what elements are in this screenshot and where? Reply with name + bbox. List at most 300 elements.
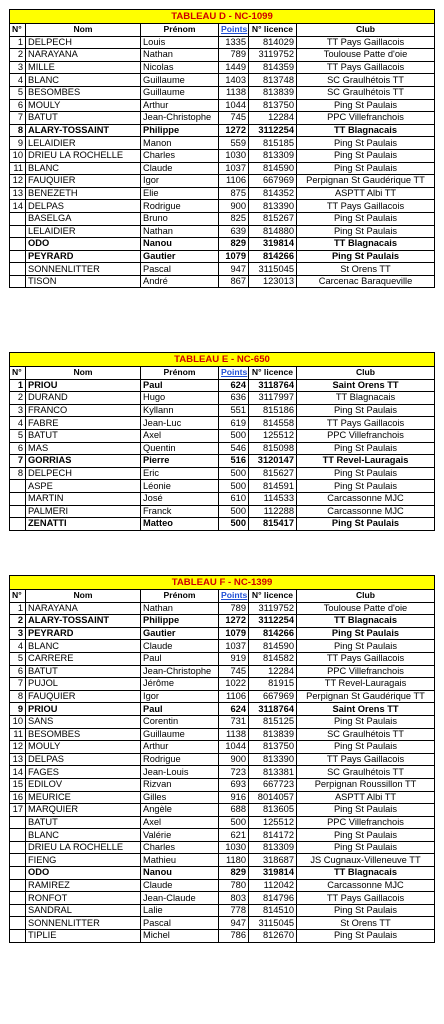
cell-licence: 3117997 <box>249 392 297 405</box>
cell-club: Toulouse Patte d'oie <box>297 49 435 62</box>
column-header-licence: N° licence <box>249 24 297 37</box>
cell-club: TT Pays Gaillacois <box>297 36 435 49</box>
cell-points: 1044 <box>219 99 249 112</box>
cell-points: 1030 <box>219 841 249 854</box>
cell-points: 1449 <box>219 61 249 74</box>
table-row <box>10 505 435 518</box>
table-row <box>10 49 435 62</box>
cell-club: Ping St Paulais <box>297 627 435 640</box>
cell-prenom: Guillaume <box>141 728 219 741</box>
cell-club: St Orens TT <box>297 263 435 276</box>
cell-licence: 318687 <box>249 854 297 867</box>
cell-number: 7 <box>10 112 26 125</box>
cell-nom: BATUT <box>26 112 141 125</box>
cell-number: 8 <box>10 124 26 137</box>
cell-nom: BASELGA <box>26 212 141 225</box>
cell-points: 780 <box>219 879 249 892</box>
table-row <box>10 829 435 842</box>
cell-nom: FAUQUIER <box>26 175 141 188</box>
cell-nom: MOULY <box>26 99 141 112</box>
cell-prenom: Guillaume <box>141 86 219 99</box>
table-row <box>10 200 435 213</box>
cell-number: 5 <box>10 429 26 442</box>
table-row <box>10 867 435 880</box>
cell-number <box>10 518 26 531</box>
cell-nom: BESOMBES <box>26 86 141 99</box>
table-row <box>10 766 435 779</box>
cell-prenom: Axel <box>141 429 219 442</box>
cell-points: 947 <box>219 263 249 276</box>
cell-licence: 815417 <box>249 518 297 531</box>
table-row <box>10 86 435 99</box>
cell-club: Ping St Paulais <box>297 518 435 531</box>
cell-club: Carcassonne MJC <box>297 505 435 518</box>
cell-nom: NARAYANA <box>26 49 141 62</box>
cell-licence: 814352 <box>249 187 297 200</box>
cell-prenom: Igor <box>141 175 219 188</box>
cell-number: 13 <box>10 753 26 766</box>
cell-points: 1106 <box>219 690 249 703</box>
cell-prenom: Pascal <box>141 917 219 930</box>
table-row <box>10 791 435 804</box>
cell-points: 875 <box>219 187 249 200</box>
cell-licence: 815267 <box>249 212 297 225</box>
cell-prenom: Matteo <box>141 518 219 531</box>
table-row <box>10 652 435 665</box>
cell-nom: NARAYANA <box>26 602 141 615</box>
cell-nom: PRIOU <box>26 703 141 716</box>
cell-nom: TISON <box>26 275 141 288</box>
cell-points: 829 <box>219 238 249 251</box>
cell-prenom: Corentin <box>141 715 219 728</box>
cell-licence: 12284 <box>249 665 297 678</box>
cell-number: 12 <box>10 741 26 754</box>
cell-club: TT Blagnacais <box>297 615 435 628</box>
cell-prenom: Louis <box>141 36 219 49</box>
column-header-nom: Nom <box>26 24 141 37</box>
cell-licence: 813839 <box>249 86 297 99</box>
cell-points: 610 <box>219 492 249 505</box>
cell-points: 1272 <box>219 615 249 628</box>
cell-club: TT Pays Gaillacois <box>297 61 435 74</box>
cell-nom: LELAIDIER <box>26 137 141 150</box>
cell-licence: 12284 <box>249 112 297 125</box>
cell-points: 900 <box>219 200 249 213</box>
cell-prenom: Pierre <box>141 455 219 468</box>
column-header-club: Club <box>297 24 435 37</box>
cell-nom: FRANCO <box>26 404 141 417</box>
cell-nom: BATUT <box>26 665 141 678</box>
cell-licence: 814796 <box>249 892 297 905</box>
table-row <box>10 379 435 392</box>
cell-licence: 3119752 <box>249 49 297 62</box>
column-header-nom: Nom <box>26 367 141 380</box>
table-row <box>10 187 435 200</box>
cell-nom: MEURICE <box>26 791 141 804</box>
column-header-prenom: Prénom <box>141 367 219 380</box>
cell-prenom: Mathieu <box>141 854 219 867</box>
cell-number: 3 <box>10 627 26 640</box>
cell-nom: DELPAS <box>26 200 141 213</box>
cell-nom: MARTIN <box>26 492 141 505</box>
cell-points: 1037 <box>219 640 249 653</box>
cell-club: Saint Orens TT <box>297 379 435 392</box>
cell-nom: BATUT <box>26 429 141 442</box>
cell-number: 12 <box>10 175 26 188</box>
cell-club: ASPTT Albi TT <box>297 187 435 200</box>
cell-points: 500 <box>219 518 249 531</box>
cell-number <box>10 480 26 493</box>
cell-points: 551 <box>219 404 249 417</box>
cell-prenom: Paul <box>141 652 219 665</box>
cell-nom: DRIEU LA ROCHELLE <box>26 841 141 854</box>
cell-club: Ping St Paulais <box>297 829 435 842</box>
table-row <box>10 518 435 531</box>
table-row <box>10 275 435 288</box>
cell-points: 900 <box>219 753 249 766</box>
cell-points: 1106 <box>219 175 249 188</box>
cell-number <box>10 263 26 276</box>
cell-club: Carcassonne MJC <box>297 879 435 892</box>
cell-prenom: Claude <box>141 640 219 653</box>
cell-club: Ping St Paulais <box>297 442 435 455</box>
cell-number: 6 <box>10 99 26 112</box>
cell-nom: EDILOV <box>26 778 141 791</box>
cell-prenom: Rodrigue <box>141 200 219 213</box>
column-header-points[interactable]: Points <box>219 367 249 380</box>
cell-number: 4 <box>10 640 26 653</box>
cell-nom: PEYRARD <box>26 627 141 640</box>
cell-club: PPC Villefranchois <box>297 429 435 442</box>
table-row <box>10 804 435 817</box>
cell-number: 2 <box>10 49 26 62</box>
cell-club: PPC Villefranchois <box>297 665 435 678</box>
cell-points: 919 <box>219 652 249 665</box>
cell-licence: 813309 <box>249 841 297 854</box>
table-row <box>10 741 435 754</box>
cell-points: 789 <box>219 602 249 615</box>
cell-club: Saint Orens TT <box>297 703 435 716</box>
cell-nom: RONFOT <box>26 892 141 905</box>
cell-club: SC Graulhétois TT <box>297 86 435 99</box>
cell-licence: 125512 <box>249 816 297 829</box>
cell-number: 6 <box>10 442 26 455</box>
cell-points: 947 <box>219 917 249 930</box>
column-header-nom: Nom <box>26 590 141 603</box>
cell-points: 693 <box>219 778 249 791</box>
cell-club: Ping St Paulais <box>297 467 435 480</box>
table-title: TABLEAU D - NC-1099 <box>10 10 435 24</box>
cell-nom: BENEZETH <box>26 187 141 200</box>
cell-prenom: Nathan <box>141 602 219 615</box>
cell-points: 624 <box>219 379 249 392</box>
cell-club: Ping St Paulais <box>297 640 435 653</box>
cell-prenom: Lalie <box>141 904 219 917</box>
cell-number <box>10 892 26 905</box>
cell-points: 619 <box>219 417 249 430</box>
cell-nom: MOULY <box>26 741 141 754</box>
cell-club: SC Graulhétois TT <box>297 728 435 741</box>
table-row <box>10 137 435 150</box>
cell-prenom: Charles <box>141 149 219 162</box>
cell-nom: PRIOU <box>26 379 141 392</box>
cell-club: Ping St Paulais <box>297 715 435 728</box>
cell-licence: 814266 <box>249 250 297 263</box>
table-row <box>10 36 435 49</box>
cell-prenom: Charles <box>141 841 219 854</box>
table-row <box>10 467 435 480</box>
cell-club: Ping St Paulais <box>297 137 435 150</box>
table-row <box>10 112 435 125</box>
cell-licence: 813605 <box>249 804 297 817</box>
table-row <box>10 175 435 188</box>
cell-nom: MAS <box>26 442 141 455</box>
cell-number: 2 <box>10 392 26 405</box>
cell-points: 1079 <box>219 627 249 640</box>
table-row <box>10 816 435 829</box>
cell-licence: 815186 <box>249 404 297 417</box>
cell-licence: 814359 <box>249 61 297 74</box>
cell-nom: SONNENLITTER <box>26 263 141 276</box>
cell-number: 7 <box>10 678 26 691</box>
cell-licence: 3120147 <box>249 455 297 468</box>
cell-nom: RAMIREZ <box>26 879 141 892</box>
cell-nom: PEYRARD <box>26 250 141 263</box>
cell-licence: 3115045 <box>249 263 297 276</box>
cell-number: 10 <box>10 715 26 728</box>
cell-points: 778 <box>219 904 249 917</box>
table-row <box>10 455 435 468</box>
cell-points: 1044 <box>219 741 249 754</box>
cell-club: St Orens TT <box>297 917 435 930</box>
cell-nom: ALARY-TOSSAINT <box>26 615 141 628</box>
cell-club: Ping St Paulais <box>297 250 435 263</box>
table-row <box>10 703 435 716</box>
table-row <box>10 238 435 251</box>
cell-prenom: Rodrigue <box>141 753 219 766</box>
column-header-licence: N° licence <box>249 367 297 380</box>
table-row <box>10 74 435 87</box>
cell-nom: FAGES <box>26 766 141 779</box>
cell-nom: TIPLIE <box>26 930 141 943</box>
cell-number: 5 <box>10 652 26 665</box>
cell-number: 3 <box>10 404 26 417</box>
cell-prenom: Axel <box>141 816 219 829</box>
cell-prenom: Igor <box>141 690 219 703</box>
cell-points: 916 <box>219 791 249 804</box>
cell-club: Carcassonne MJC <box>297 492 435 505</box>
table-row <box>10 841 435 854</box>
table-row <box>10 263 435 276</box>
cell-licence: 815627 <box>249 467 297 480</box>
cell-nom: GORRIAS <box>26 455 141 468</box>
cell-number <box>10 238 26 251</box>
cell-points: 1030 <box>219 149 249 162</box>
cell-nom: DURAND <box>26 392 141 405</box>
cell-points: 825 <box>219 212 249 225</box>
table-title: TABLEAU E - NC-650 <box>10 353 435 367</box>
table-row <box>10 124 435 137</box>
cell-points: 829 <box>219 867 249 880</box>
cell-prenom: Jean-Christophe <box>141 665 219 678</box>
column-header-licence: N° licence <box>249 590 297 603</box>
column-header-club: Club <box>297 590 435 603</box>
cell-number: 16 <box>10 791 26 804</box>
cell-licence: 3118764 <box>249 379 297 392</box>
cell-licence: 112288 <box>249 505 297 518</box>
cell-points: 688 <box>219 804 249 817</box>
cell-prenom: Elie <box>141 187 219 200</box>
cell-number: 5 <box>10 86 26 99</box>
cell-nom: DRIEU LA ROCHELLE <box>26 149 141 162</box>
cell-nom: FIENG <box>26 854 141 867</box>
cell-number <box>10 212 26 225</box>
cell-club: TT Pays Gaillacois <box>297 417 435 430</box>
cell-prenom: Gautier <box>141 250 219 263</box>
cell-club: TT Pays Gaillacois <box>297 652 435 665</box>
cell-club: TT Pays Gaillacois <box>297 892 435 905</box>
cell-nom: ODO <box>26 238 141 251</box>
column-header-number: N° <box>10 590 26 603</box>
cell-club: Ping St Paulais <box>297 741 435 754</box>
cell-number: 1 <box>10 379 26 392</box>
cell-nom: LELAIDIER <box>26 225 141 238</box>
cell-club: SC Graulhétois TT <box>297 766 435 779</box>
cell-number: 15 <box>10 778 26 791</box>
cell-number: 1 <box>10 36 26 49</box>
table-row <box>10 492 435 505</box>
cell-number <box>10 879 26 892</box>
cell-club: Ping St Paulais <box>297 225 435 238</box>
column-header-club: Club <box>297 367 435 380</box>
cell-prenom: Claude <box>141 162 219 175</box>
cell-prenom: Gautier <box>141 627 219 640</box>
cell-club: TT Revel-Lauragais <box>297 678 435 691</box>
cell-points: 516 <box>219 455 249 468</box>
cell-licence: 3115045 <box>249 917 297 930</box>
cell-prenom: Philippe <box>141 124 219 137</box>
cell-number <box>10 917 26 930</box>
cell-prenom: Rizvan <box>141 778 219 791</box>
cell-licence: 319814 <box>249 238 297 251</box>
cell-points: 1272 <box>219 124 249 137</box>
cell-club: TT Revel-Lauragais <box>297 455 435 468</box>
cell-prenom: Angèle <box>141 804 219 817</box>
cell-licence: 813750 <box>249 99 297 112</box>
table-row <box>10 250 435 263</box>
cell-points: 500 <box>219 480 249 493</box>
cell-number: 10 <box>10 149 26 162</box>
cell-licence: 813839 <box>249 728 297 741</box>
cell-number <box>10 904 26 917</box>
cell-licence: 812670 <box>249 930 297 943</box>
cell-number: 17 <box>10 804 26 817</box>
table-row <box>10 392 435 405</box>
cell-points: 546 <box>219 442 249 455</box>
cell-licence: 814266 <box>249 627 297 640</box>
table-row <box>10 778 435 791</box>
cell-licence: 814590 <box>249 162 297 175</box>
cell-number <box>10 841 26 854</box>
cell-licence: 814172 <box>249 829 297 842</box>
cell-prenom: Michel <box>141 930 219 943</box>
cell-prenom: Kyllann <box>141 404 219 417</box>
column-header-points[interactable]: Points <box>219 590 249 603</box>
cell-nom: CARRERE <box>26 652 141 665</box>
column-header-prenom: Prénom <box>141 590 219 603</box>
cell-club: TT Blagnacais <box>297 124 435 137</box>
cell-prenom: Valérie <box>141 829 219 842</box>
table-row <box>10 61 435 74</box>
cell-number <box>10 854 26 867</box>
cell-licence: 813748 <box>249 74 297 87</box>
tableau-d <box>9 9 435 288</box>
table-row <box>10 480 435 493</box>
cell-nom: FAUQUIER <box>26 690 141 703</box>
cell-licence: 815125 <box>249 715 297 728</box>
tableau-e <box>9 352 435 531</box>
cell-licence: 814029 <box>249 36 297 49</box>
cell-nom: BATUT <box>26 816 141 829</box>
cell-licence: 123013 <box>249 275 297 288</box>
cell-club: JS Cugnaux-Villeneuve TT <box>297 854 435 867</box>
cell-club: PPC Villefranchois <box>297 816 435 829</box>
cell-points: 621 <box>219 829 249 842</box>
cell-licence: 814880 <box>249 225 297 238</box>
cell-prenom: Pascal <box>141 263 219 276</box>
cell-number <box>10 816 26 829</box>
cell-prenom: Jean-Claude <box>141 892 219 905</box>
table-row <box>10 930 435 943</box>
cell-nom: PUJOL <box>26 678 141 691</box>
cell-nom: BLANC <box>26 829 141 842</box>
cell-number <box>10 930 26 943</box>
cell-nom: ZENATTI <box>26 518 141 531</box>
cell-licence: 667969 <box>249 175 297 188</box>
table-title: TABLEAU F - NC-1399 <box>10 576 435 590</box>
cell-licence: 3112254 <box>249 124 297 137</box>
cell-points: 636 <box>219 392 249 405</box>
cell-club: Ping St Paulais <box>297 904 435 917</box>
cell-points: 745 <box>219 112 249 125</box>
cell-licence: 814590 <box>249 640 297 653</box>
cell-licence: 319814 <box>249 867 297 880</box>
cell-club: Perpignan Roussillon TT <box>297 778 435 791</box>
cell-prenom: Guillaume <box>141 74 219 87</box>
cell-number: 2 <box>10 615 26 628</box>
cell-club: TT Blagnacais <box>297 392 435 405</box>
cell-prenom: Léonie <box>141 480 219 493</box>
cell-prenom: Hugo <box>141 392 219 405</box>
cell-nom: ODO <box>26 867 141 880</box>
table-row <box>10 854 435 867</box>
cell-prenom: Jean-Luc <box>141 417 219 430</box>
cell-prenom: José <box>141 492 219 505</box>
cell-number: 4 <box>10 74 26 87</box>
cell-club: Carcenac Baraqueville <box>297 275 435 288</box>
cell-points: 1180 <box>219 854 249 867</box>
cell-licence: 813309 <box>249 149 297 162</box>
cell-club: TT Pays Gaillacois <box>297 753 435 766</box>
cell-number: 8 <box>10 467 26 480</box>
table-row <box>10 917 435 930</box>
column-header-points[interactable]: Points <box>219 24 249 37</box>
cell-licence: 114533 <box>249 492 297 505</box>
cell-number: 4 <box>10 417 26 430</box>
table-row <box>10 404 435 417</box>
cell-nom: MILLE <box>26 61 141 74</box>
cell-licence: 3112254 <box>249 615 297 628</box>
